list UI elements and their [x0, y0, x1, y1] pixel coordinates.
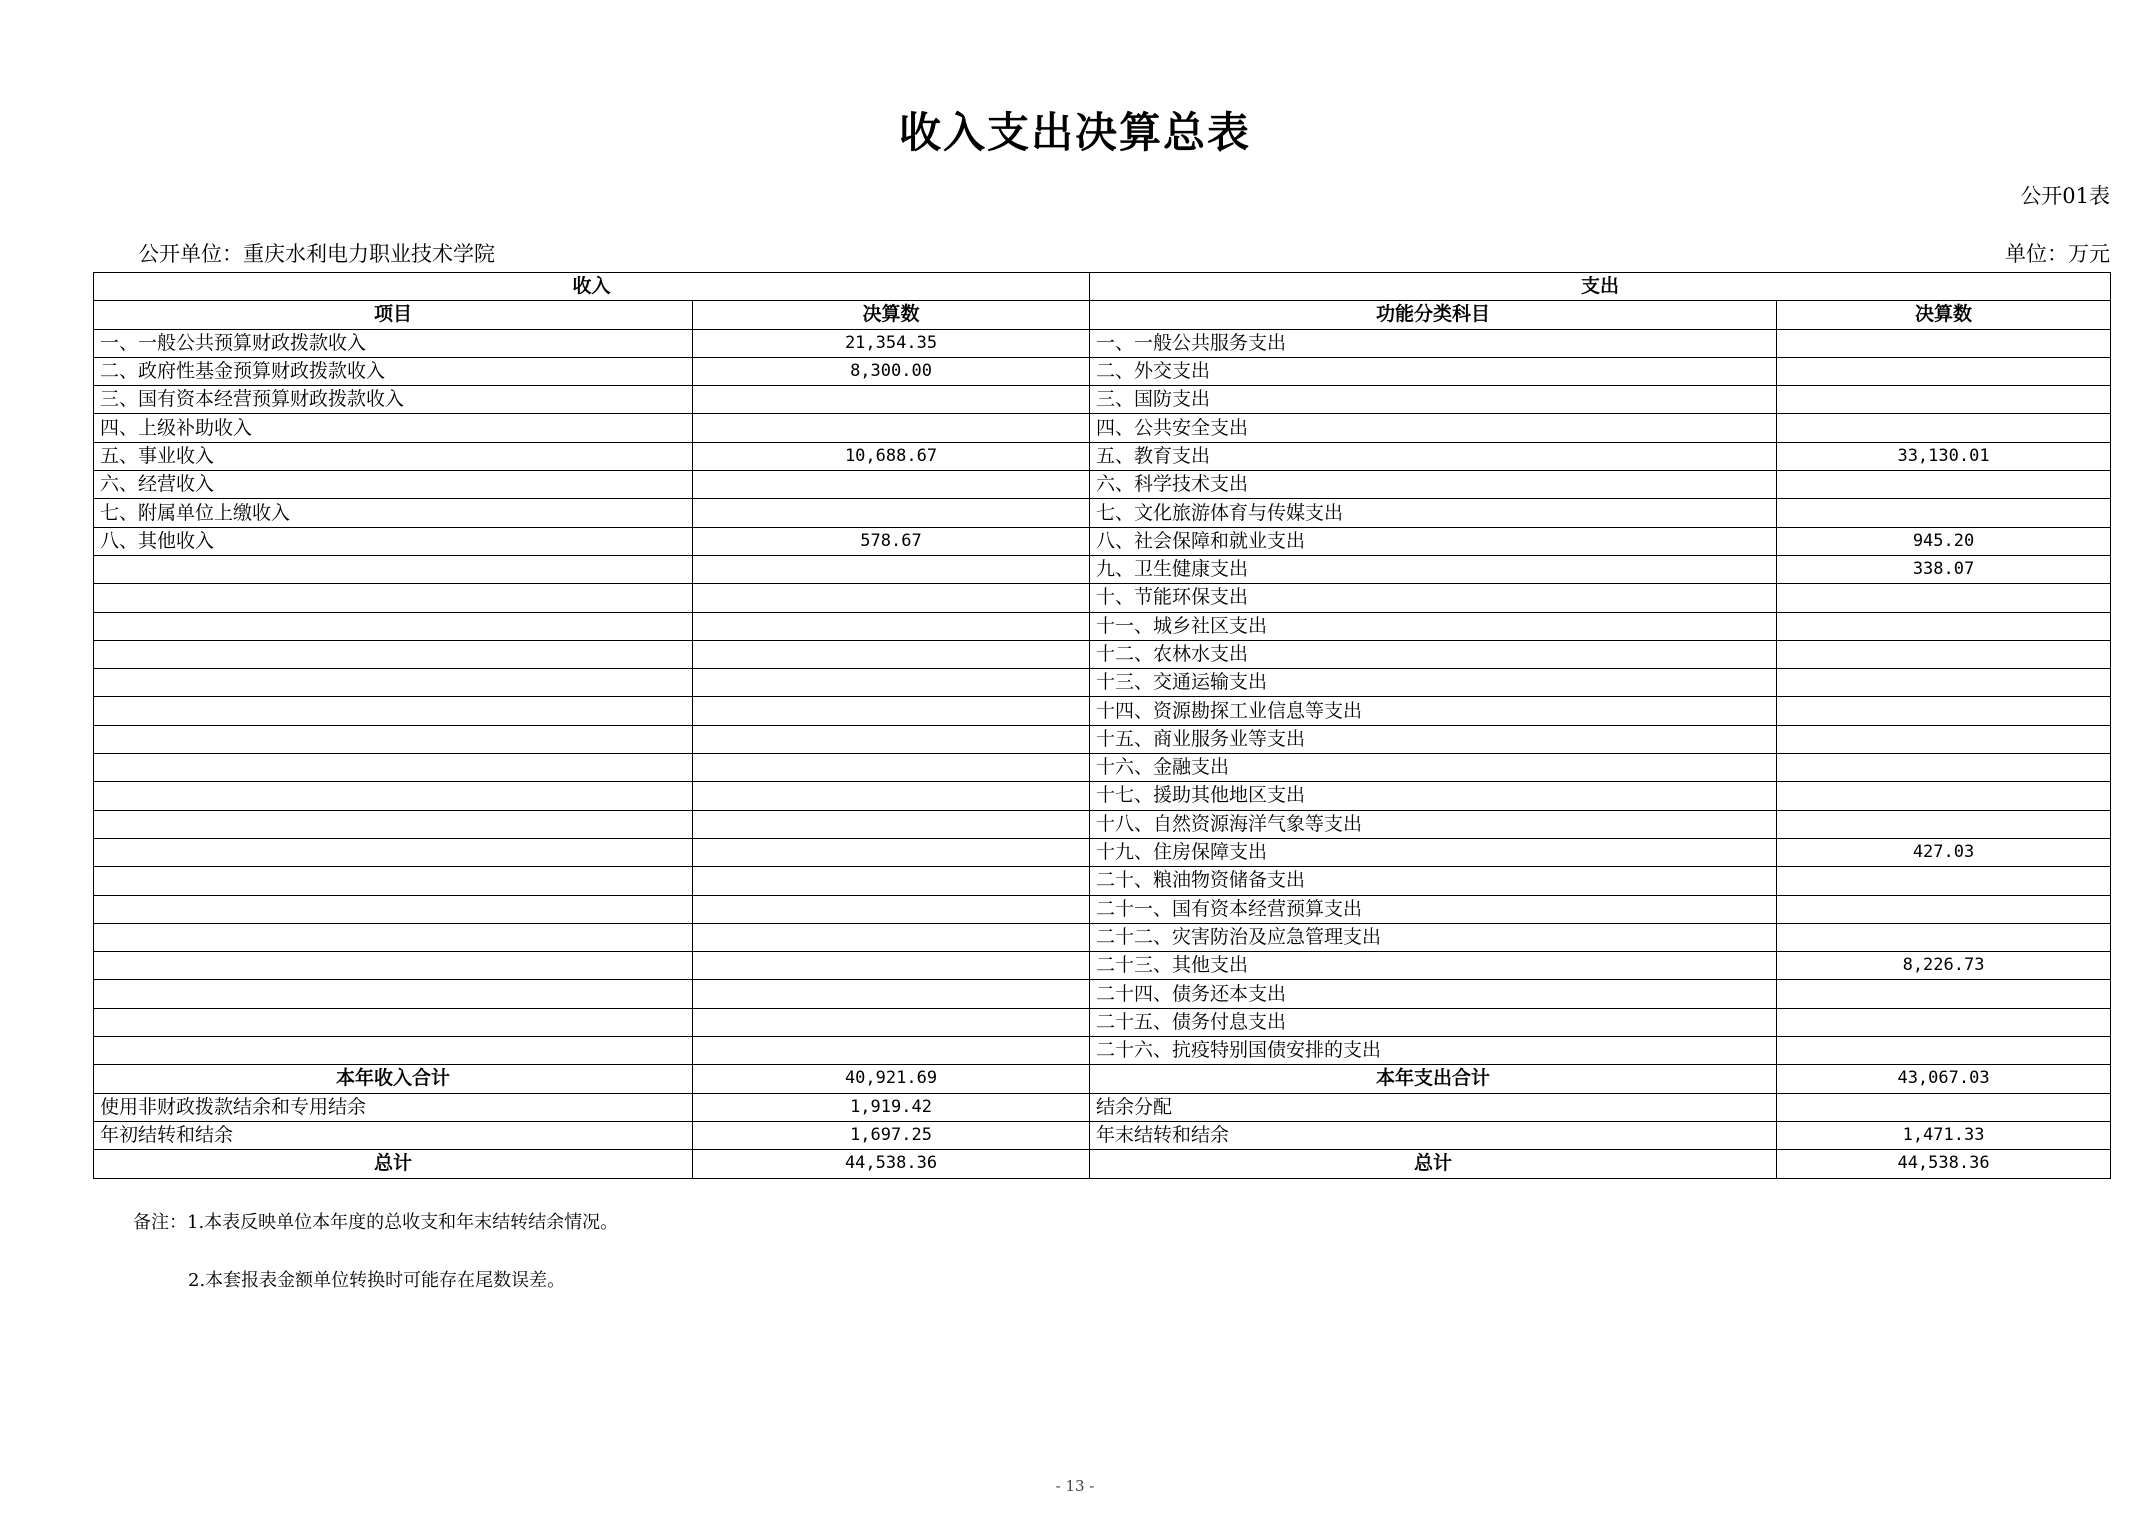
- expense-header: 支出: [1090, 273, 2111, 301]
- income-total-label: 本年收入合计: [94, 1065, 693, 1093]
- expense-item-value: [1777, 1008, 2111, 1036]
- income-item-label: [94, 895, 693, 923]
- currency-unit: 单位：万元: [2005, 242, 2110, 266]
- surplus-distribution-value: [1777, 1093, 2111, 1121]
- expense-item-value: [1777, 782, 2111, 810]
- income-item-label: 三、国有资本经营预算财政拨款收入: [94, 386, 693, 414]
- income-item-label: [94, 725, 693, 753]
- income-item-value: [693, 725, 1090, 753]
- income-item-value: [693, 584, 1090, 612]
- expense-item-value: [1777, 471, 2111, 499]
- table-row: [94, 386, 2111, 414]
- table-row: [94, 1037, 2111, 1065]
- income-total-value: 40,921.69: [693, 1065, 1090, 1093]
- table-row: [94, 414, 2111, 442]
- expense-item-value: 338.07: [1777, 555, 2111, 583]
- income-item-label: [94, 754, 693, 782]
- expense-item-label: 八、社会保障和就业支出: [1090, 527, 1777, 555]
- year-total-row: [94, 1065, 2111, 1093]
- table-row: [94, 980, 2111, 1008]
- table-row: [94, 442, 2111, 470]
- expense-item-label: 四、公共安全支出: [1090, 414, 1777, 442]
- expense-item-value: [1777, 499, 2111, 527]
- expense-item-label: 二十二、灾害防治及应急管理支出: [1090, 923, 1777, 951]
- form-number: 公开01表: [2020, 184, 2110, 208]
- income-item-label: [94, 980, 693, 1008]
- expense-item-value: [1777, 329, 2111, 357]
- table-row: [94, 640, 2111, 668]
- expense-item-label: 七、文化旅游体育与传媒支出: [1090, 499, 1777, 527]
- expense-item-label: 十九、住房保障支出: [1090, 838, 1777, 866]
- table-row: [94, 1008, 2111, 1036]
- income-item-value: [693, 810, 1090, 838]
- expense-item-value: [1777, 1037, 2111, 1065]
- grand-total-income-label: 总计: [94, 1150, 693, 1178]
- begin-carryover-label: 年初结转和结余: [94, 1121, 693, 1149]
- nonfiscal-label: 使用非财政拨款结余和专用结余: [94, 1093, 693, 1121]
- income-item-value: 8,300.00: [693, 357, 1090, 385]
- income-item-value: [693, 782, 1090, 810]
- notes: [133, 1208, 618, 1324]
- expense-item-value: [1777, 357, 2111, 385]
- table-row: [94, 499, 2111, 527]
- expense-item-label: 六、科学技术支出: [1090, 471, 1777, 499]
- expense-item-value: [1777, 867, 2111, 895]
- income-item-label: [94, 867, 693, 895]
- expense-item-value: [1777, 923, 2111, 951]
- income-header: 收入: [94, 273, 1090, 301]
- income-item-value: [693, 1037, 1090, 1065]
- begin-carryover-value: 1,697.25: [693, 1121, 1090, 1149]
- page-number: - 13 -: [1055, 1477, 1095, 1495]
- income-item-label: 一、一般公共预算财政拨款收入: [94, 329, 693, 357]
- note-2: 2.本套报表金额单位转换时可能存在尾数误差。: [188, 1270, 566, 1291]
- header-row-top: [94, 273, 2111, 301]
- income-item-value: [693, 867, 1090, 895]
- income-item-value: 578.67: [693, 527, 1090, 555]
- income-item-label: [94, 923, 693, 951]
- expense-item-value: [1777, 414, 2111, 442]
- expense-item-label: 五、教育支出: [1090, 442, 1777, 470]
- expense-item-value: [1777, 640, 2111, 668]
- expense-item-label: 十四、资源勘探工业信息等支出: [1090, 697, 1777, 725]
- table-row: [94, 471, 2111, 499]
- table-row: [94, 782, 2111, 810]
- expense-item-value: [1777, 612, 2111, 640]
- income-item-value: [693, 754, 1090, 782]
- income-item-value: [693, 471, 1090, 499]
- table-row: [94, 612, 2111, 640]
- expense-item-label: 十二、农林水支出: [1090, 640, 1777, 668]
- income-expense-table: [93, 272, 2111, 1179]
- expense-item-value: [1777, 810, 2111, 838]
- expense-item-value: [1777, 697, 2111, 725]
- table-row: [94, 697, 2111, 725]
- table-row: [94, 329, 2111, 357]
- table-row: [94, 952, 2111, 980]
- income-item-label: 七、附属单位上缴收入: [94, 499, 693, 527]
- income-item-value: 21,354.35: [693, 329, 1090, 357]
- expense-item-label: 二十四、债务还本支出: [1090, 980, 1777, 1008]
- function-category-header: 功能分类科目: [1090, 301, 1777, 329]
- table-row: [94, 923, 2111, 951]
- income-item-value: [693, 499, 1090, 527]
- expense-item-label: 九、卫生健康支出: [1090, 555, 1777, 583]
- income-item-value: [693, 952, 1090, 980]
- expense-item-value: [1777, 895, 2111, 923]
- carryover-row: [94, 1121, 2111, 1149]
- expense-item-value: [1777, 669, 2111, 697]
- grand-total-income-value: 44,538.36: [693, 1150, 1090, 1178]
- expense-item-label: 二十一、国有资本经营预算支出: [1090, 895, 1777, 923]
- table-row: [94, 555, 2111, 583]
- income-item-label: [94, 782, 693, 810]
- expense-item-value: 8,226.73: [1777, 952, 2111, 980]
- expense-item-value: [1777, 754, 2111, 782]
- expense-item-label: 十五、商业服务业等支出: [1090, 725, 1777, 753]
- table-row: [94, 754, 2111, 782]
- table-row: [94, 867, 2111, 895]
- reporting-unit: 公开单位：重庆水利电力职业技术学院: [138, 242, 495, 266]
- surplus-distribution-label: 结余分配: [1090, 1093, 1777, 1121]
- income-item-value: [693, 414, 1090, 442]
- income-item-value: [693, 697, 1090, 725]
- expense-item-value: [1777, 386, 2111, 414]
- note-1: 备注：1.本表反映单位本年度的总收支和年末结转结余情况。: [133, 1212, 619, 1233]
- expense-item-label: 二十、粮油物资储备支出: [1090, 867, 1777, 895]
- income-item-label: [94, 1008, 693, 1036]
- header-row-sub: [94, 301, 2111, 329]
- expense-item-value: 427.03: [1777, 838, 2111, 866]
- income-item-value: [693, 923, 1090, 951]
- expense-item-label: 二十六、抗疫特别国债安排的支出: [1090, 1037, 1777, 1065]
- expense-item-label: 二、外交支出: [1090, 357, 1777, 385]
- income-item-value: [693, 838, 1090, 866]
- income-item-label: 六、经营收入: [94, 471, 693, 499]
- grand-total-expense-label: 总计: [1090, 1150, 1777, 1178]
- expense-item-label: 十六、金融支出: [1090, 754, 1777, 782]
- grand-total-expense-value: 44,538.36: [1777, 1150, 2111, 1178]
- expense-item-value: [1777, 980, 2111, 1008]
- amount-header-2: 决算数: [1777, 301, 2111, 329]
- expense-item-label: 三、国防支出: [1090, 386, 1777, 414]
- income-item-value: [693, 555, 1090, 583]
- income-item-value: [693, 612, 1090, 640]
- page-title: 收入支出决算总表: [898, 108, 1251, 157]
- income-item-label: [94, 697, 693, 725]
- expense-item-label: 十、节能环保支出: [1090, 584, 1777, 612]
- expense-item-label: 一、一般公共服务支出: [1090, 329, 1777, 357]
- income-item-label: [94, 1037, 693, 1065]
- end-carryover-label: 年末结转和结余: [1090, 1121, 1777, 1149]
- income-item-label: [94, 612, 693, 640]
- expense-item-value: [1777, 725, 2111, 753]
- table-row: [94, 810, 2111, 838]
- item-header: 项目: [94, 301, 693, 329]
- income-item-label: [94, 838, 693, 866]
- income-item-label: 八、其他收入: [94, 527, 693, 555]
- expense-total-value: 43,067.03: [1777, 1065, 2111, 1093]
- table-row: [94, 669, 2111, 697]
- expense-total-label: 本年支出合计: [1090, 1065, 1777, 1093]
- income-item-label: 五、事业收入: [94, 442, 693, 470]
- income-item-label: 四、上级补助收入: [94, 414, 693, 442]
- income-item-label: [94, 555, 693, 583]
- income-item-value: [693, 640, 1090, 668]
- expense-item-label: 十三、交通运输支出: [1090, 669, 1777, 697]
- expense-item-label: 十八、自然资源海洋气象等支出: [1090, 810, 1777, 838]
- expense-item-value: 33,130.01: [1777, 442, 2111, 470]
- expense-item-label: 十一、城乡社区支出: [1090, 612, 1777, 640]
- income-item-value: 10,688.67: [693, 442, 1090, 470]
- income-item-value: [693, 895, 1090, 923]
- income-item-label: [94, 669, 693, 697]
- expense-item-value: 945.20: [1777, 527, 2111, 555]
- expense-item-label: 二十三、其他支出: [1090, 952, 1777, 980]
- table-row: [94, 584, 2111, 612]
- income-item-label: 二、政府性基金预算财政拨款收入: [94, 357, 693, 385]
- income-item-value: [693, 980, 1090, 1008]
- table-row: [94, 357, 2111, 385]
- income-item-label: [94, 584, 693, 612]
- income-item-label: [94, 952, 693, 980]
- table-row: [94, 895, 2111, 923]
- end-carryover-value: 1,471.33: [1777, 1121, 2111, 1149]
- income-item-value: [693, 386, 1090, 414]
- expense-item-label: 二十五、债务付息支出: [1090, 1008, 1777, 1036]
- grand-total-row: [94, 1150, 2111, 1178]
- expense-item-value: [1777, 584, 2111, 612]
- income-item-value: [693, 1008, 1090, 1036]
- table-row: [94, 725, 2111, 753]
- table-row: [94, 838, 2111, 866]
- nonfiscal-row: [94, 1093, 2111, 1121]
- income-item-value: [693, 669, 1090, 697]
- amount-header: 决算数: [693, 301, 1090, 329]
- nonfiscal-value: 1,919.42: [693, 1093, 1090, 1121]
- table-row: [94, 527, 2111, 555]
- income-item-label: [94, 640, 693, 668]
- expense-item-label: 十七、援助其他地区支出: [1090, 782, 1777, 810]
- income-item-label: [94, 810, 693, 838]
